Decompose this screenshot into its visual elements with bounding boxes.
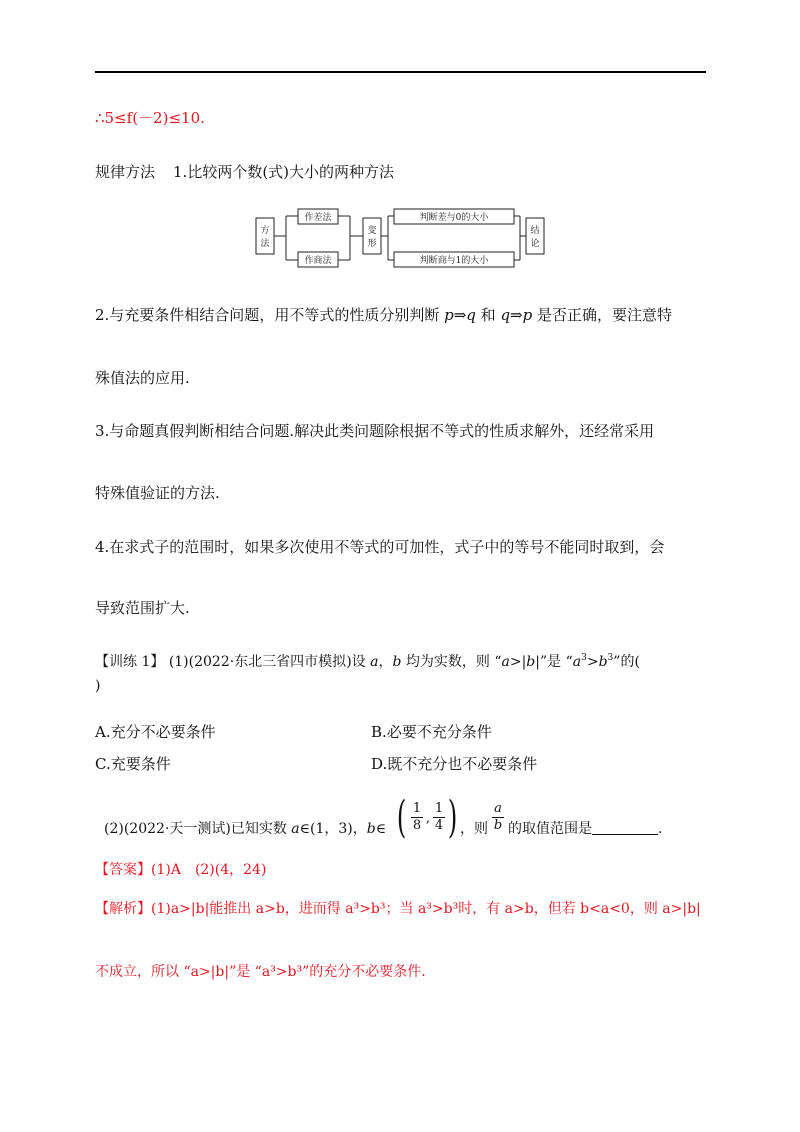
answer-text: (1)A (2)(4，24) <box>151 862 267 878</box>
item-4-line-2: 导致范围扩大. <box>95 599 190 617</box>
answer-blank <box>592 820 658 835</box>
item-3-line-2: 特殊值验证的方法. <box>95 484 220 502</box>
item-2-line-2: 殊值法的应用. <box>95 369 190 387</box>
diagram-diff-label: 作差法 <box>304 213 332 223</box>
diagram-method-char1: 方 <box>260 226 270 236</box>
fraction-one-quarter: 1 4 <box>434 801 444 833</box>
interval-right-paren: ) <box>447 792 458 843</box>
training-source-2: 天一测试 <box>169 821 226 837</box>
fraction-a-over-b: a b <box>493 801 503 833</box>
top-result: ∴5≤f(－2)≤10. <box>95 109 205 127</box>
option-a: A.充分不必要条件 <box>95 723 216 741</box>
answer-line <box>95 860 266 880</box>
rule-method-heading <box>95 162 394 182</box>
training-tag: 【训练 1】 <box>95 654 165 670</box>
diagram-conclusion-char1: 结 <box>530 226 540 236</box>
item-3-line-1: 3.与命题真假判断相结合问题.解决此类问题除根据不等式的性质求解外，还经常采用 <box>95 422 655 440</box>
training-2-question-c: 的取值范围是 . <box>508 821 663 837</box>
fraction-separator: , <box>425 811 431 826</box>
option-c: C.充要条件 <box>95 755 171 773</box>
training-2-question-b: ，则 <box>460 821 488 837</box>
analysis-line-2: 不成立，所以 “a>|b|”是 “a³>b³”的充分不必要条件. <box>95 964 426 980</box>
diagram-one-label: 判断商与1的大小 <box>419 256 489 266</box>
diagram-conclusion-char2: 论 <box>530 239 540 249</box>
analysis-tag: 【解析】 <box>95 901 151 917</box>
training-close-paren: ) <box>95 678 101 694</box>
analysis-line-1: 【解析】(1)a>|b|能推出 a>b，进而得 a³>b³；当 a³>b³时，有 a>b，但若 b<a<0，则 a>|b| <box>95 901 701 917</box>
header-rule <box>95 71 706 73</box>
training-2-question-a: (2)(2022·天一测试)已知实数 a∈(1，3)，b∈ <box>104 821 387 837</box>
diagram-transform-char1: 变 <box>367 226 377 236</box>
method-diagram <box>0 200 800 280</box>
diagram-transform-char2: 形 <box>367 239 377 249</box>
answer-tag: 【答案】 <box>95 862 151 878</box>
item-2-line-1: 2.与充要条件相结合问题，用不等式的性质分别判断 p⇒q 和 q⇒p 是否正确，要注意特 <box>95 306 673 324</box>
interval-left-paren: ( <box>396 792 407 843</box>
option-b: B.必要不充分条件 <box>371 723 492 741</box>
option-d: D.既不充分也不必要条件 <box>371 755 538 773</box>
diagram-zero-label: 判断差与0的大小 <box>419 213 489 223</box>
fraction-one-eighth: 1 8 <box>412 801 422 833</box>
training-1-question: 【训练 1】 (1)(2022·东北三省四市模拟)设 a，b 均为实数，则 “a>|b|”是 “$a^3>b^3$”的( <box>95 653 640 670</box>
item-4-line-1: 4.在求式子的范围时，如果多次使用不等式的可加性，式子中的等号不能同时取到，会 <box>95 538 665 556</box>
diagram-method-char2: 法 <box>260 239 270 249</box>
training-source-1: 东北三省四市模拟 <box>234 654 347 670</box>
rule-item-1: 1.比较两个数(式)大小的两种方法 <box>173 163 395 181</box>
rule-heading: 规律方法 <box>95 163 156 181</box>
diagram-ratio-label: 作商法 <box>304 256 332 266</box>
